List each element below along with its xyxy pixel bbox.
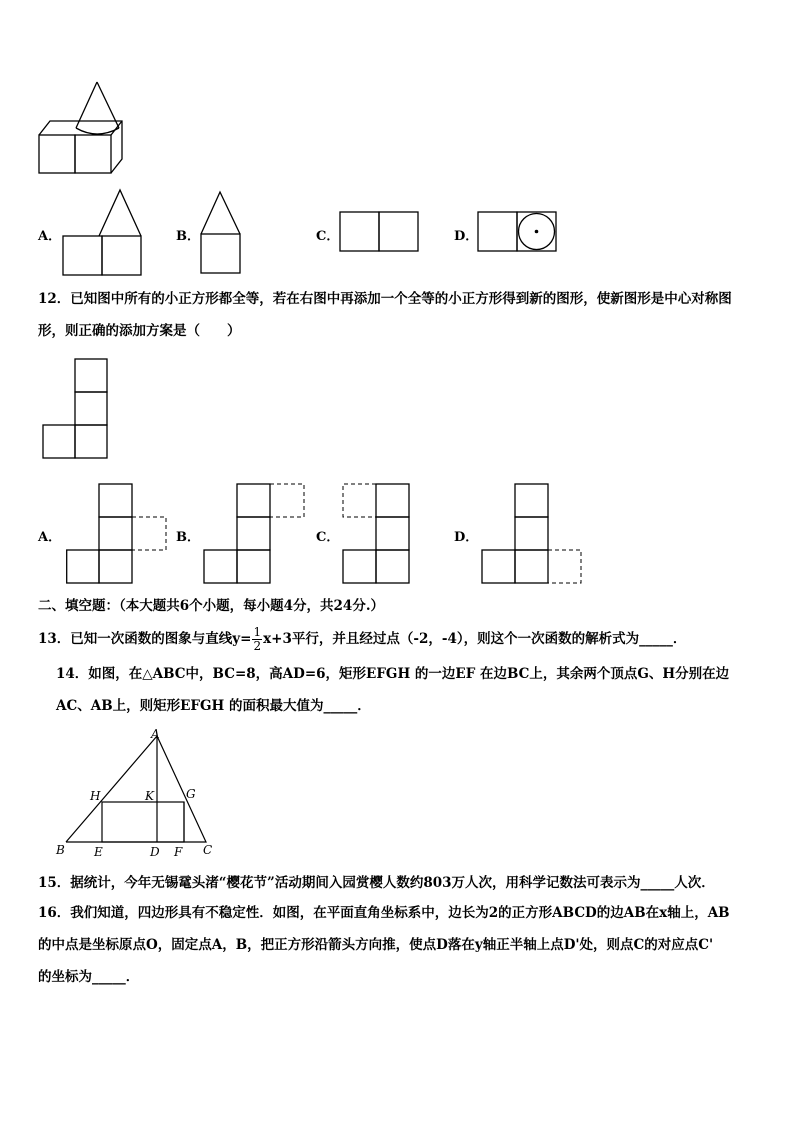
q13-stem-post: x+3平行，并且经过点（-2，-4），则这个一次函数的解析式为_____．	[263, 631, 687, 647]
q14-label-f: F	[174, 845, 183, 859]
q13-fraction-denominator: 2	[253, 639, 262, 653]
q12-stem-line1: 12．已知图中所有的小正方形都全等，若在右图中再添加一个全等的小正方形得到新的图形，使新图形是中心对称图	[38, 291, 732, 307]
q16-stem-line2: 的中点是坐标原点O，固定点A，B，把正方形沿箭头方向推，使点D落在y轴正半轴上点D'处，则点C的对应点C'	[38, 937, 714, 953]
q11-option-c-label: C．	[316, 229, 340, 244]
q12-option-a-label: A．	[38, 530, 62, 545]
q16-stem-line3: 的坐标为_____．	[38, 969, 140, 985]
q12-option-b-figure	[203, 483, 307, 585]
q12-stem-line2: 形，则正确的添加方案是（ ）	[38, 323, 241, 339]
q14-label-g: G	[186, 787, 196, 801]
q14-label-k: K	[145, 789, 154, 803]
q11-solid-figure	[36, 78, 131, 178]
q13-fraction-numerator: 1	[253, 625, 262, 639]
q12-option-b-label: B．	[176, 530, 200, 545]
q12-base-figure	[42, 358, 110, 460]
q13-fraction	[252, 626, 262, 653]
q12-option-c-figure	[342, 483, 412, 585]
q11-option-a-label: A．	[38, 229, 62, 244]
q11-option-a-figure	[62, 188, 144, 278]
q11-option-d-figure	[477, 211, 559, 255]
q14-label-h: H	[90, 789, 101, 803]
q12-option-d-figure	[481, 483, 585, 585]
q12-option-c-label: C．	[316, 530, 340, 545]
q14-label-c: C	[203, 843, 213, 857]
q11-option-d-label: D．	[454, 229, 479, 244]
q14-stem-line1: 14．如图，在△ABC中，BC=8，高AD=6，矩形EFGH 的一边EF 在边BC上，其余两个顶点G、H分别在边	[56, 666, 730, 682]
q15-stem: 15．据统计，今年无锡鼋头渚“樱花节”活动期间入园赏樱人数约803万人次，用科学记数法可表示为_____人次．	[38, 875, 715, 891]
q14-label-b: B	[56, 843, 65, 857]
q14-label-a: A	[151, 727, 160, 741]
q14-triangle-figure	[52, 726, 217, 862]
q14-label-d: D	[150, 845, 160, 859]
q14-label-e: E	[94, 845, 103, 859]
q14-stem-line2: AC、AB上，则矩形EFGH 的面积最大值为_____．	[56, 698, 371, 714]
q11-option-b-label: B．	[176, 229, 200, 244]
section2-title: 二、填空题：（本大题共6个小题，每小题4分，共24分.）	[38, 598, 385, 614]
q13-stem-pre: 13．已知一次函数的图象与直线y=	[38, 631, 252, 647]
q16-stem-line1: 16．我们知道，四边形具有不稳定性．如图，在平面直角坐标系中，边长为2的正方形ABCD的边AB在x轴上，AB	[38, 905, 730, 921]
q12-option-d-label: D．	[454, 530, 479, 545]
q11-option-b-figure	[199, 190, 243, 276]
q12-option-a-figure	[66, 483, 170, 585]
q11-option-c-figure	[339, 211, 421, 255]
q13-stem	[38, 622, 686, 656]
